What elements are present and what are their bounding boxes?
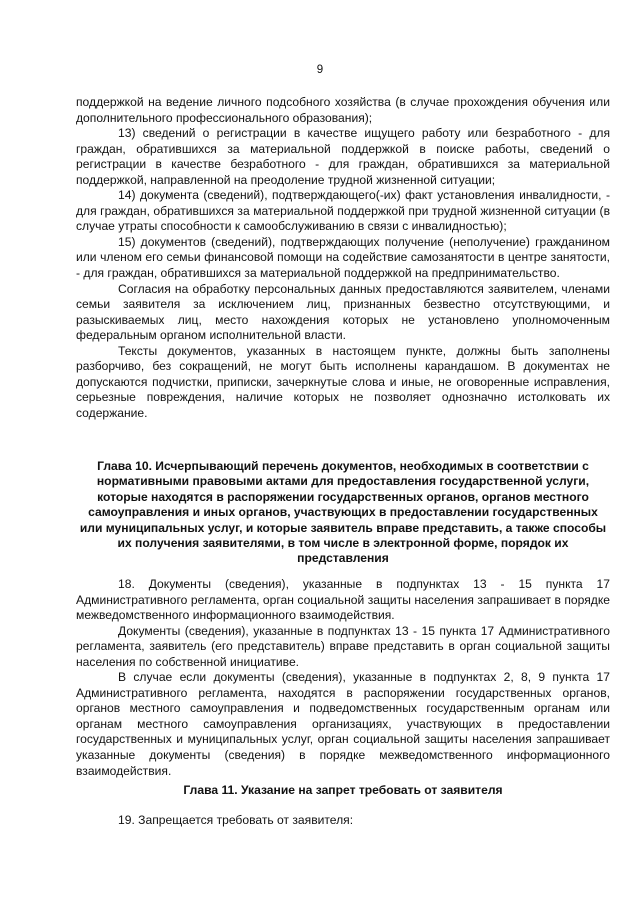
body-section-1 [76, 95, 610, 421]
paragraph-19: 19. Запрещается требовать от заявителя: [118, 813, 354, 827]
paragraph: Документы (сведения), указанные в подпунктах 13 - 15 пункта 17 Административного регламента, заявитель (его представитель) вправе представить в орган социальной защиты населения по собственной инициативе. [76, 623, 610, 669]
body-section-2 [76, 577, 610, 779]
paragraph: поддержкой на ведение личного подсобного хозяйства (в случае прохождения обучения или дополнительного профессионального образования); [76, 95, 610, 125]
paragraph: В случае если документы (сведения), указанные в подпунктах 2, 8, 9 пункта 17 Административного регламента, находятся в распоряжении государственных органов, органов местного самоуправления и подведомственных государственным органам или органам местного самоуправления организациях, участвующих в предоставлении государственных и муниципальных услуг, орган социальной защиты населения запрашивает указанные документы (сведения) в порядке межведомственного информационного взаимодействия. [76, 670, 610, 778]
chapter-10-heading: Глава 10. Исчерпывающий перечень документов, необходимых в соответствии с нормативными правовыми актами для предоставления государственной услуги, которые находятся в распоряжении государственных органов, органов местного самоуправления и иных органов, участвующих в предоставлении государственных или муниципальных услуг, и которые заявитель вправе представить, а также способы их получения заявителями, в том числе в электронной форме, порядок их представления [79, 459, 607, 566]
chapter-11-heading: Глава 11. Указание на запрет требовать от заявителя [183, 783, 503, 797]
paragraph: 15) документов (сведений), подтверждающих получение (неполучение) гражданином или членом его семьи финансовой помощи на содействие самозанятости в центре занятости, - для граждан, обратившихся за материальной поддержкой на предпринимательство. [76, 234, 610, 281]
paragraph: 14) документа (сведений), подтверждающего(-их) факт установления инвалидности, - для граждан, обратившихся за материальной поддержкой при трудной жизненной ситуации (в случае утраты способности к самообслуживанию в связи с инвалидностью); [76, 188, 610, 234]
paragraph: Согласия на обработку персональных данных предоставляются заявителем, членами семьи заявителя за исключением лиц, признанных безвестно отсутствующими, и разыскиваемых лиц, место нахождения которых не установлено уполномоченным федеральным органом исполнительной власти. [76, 281, 610, 343]
paragraph: Тексты документов, указанных в настоящем пункте, должны быть заполнены разборчиво, без сокращений, не могут быть исполнены карандашом. В документах не допускаются подчистки, приписки, зачеркнутые слова и иные, не оговоренные исправления, серьезные повреждения, наличие которых не позволяет однозначно истолковать их содержание. [76, 343, 610, 420]
paragraph: 18. Документы (сведения), указанные в подпунктах 13 - 15 пункта 17 Административного регламента, орган социальной защиты населения запрашивает в порядке межведомственного информационного взаимодействия. [76, 577, 610, 623]
paragraph: 13) сведений о регистрации в качестве ищущего работу или безработного - для граждан, обратившихся за материальной поддержкой в поиске работы, сведений о регистрации в качестве безработного - для граждан, обратившихся за материальной поддержкой, направленной на преодоление трудной жизненной ситуации; [76, 126, 610, 187]
page-number: 9 [316, 64, 324, 76]
